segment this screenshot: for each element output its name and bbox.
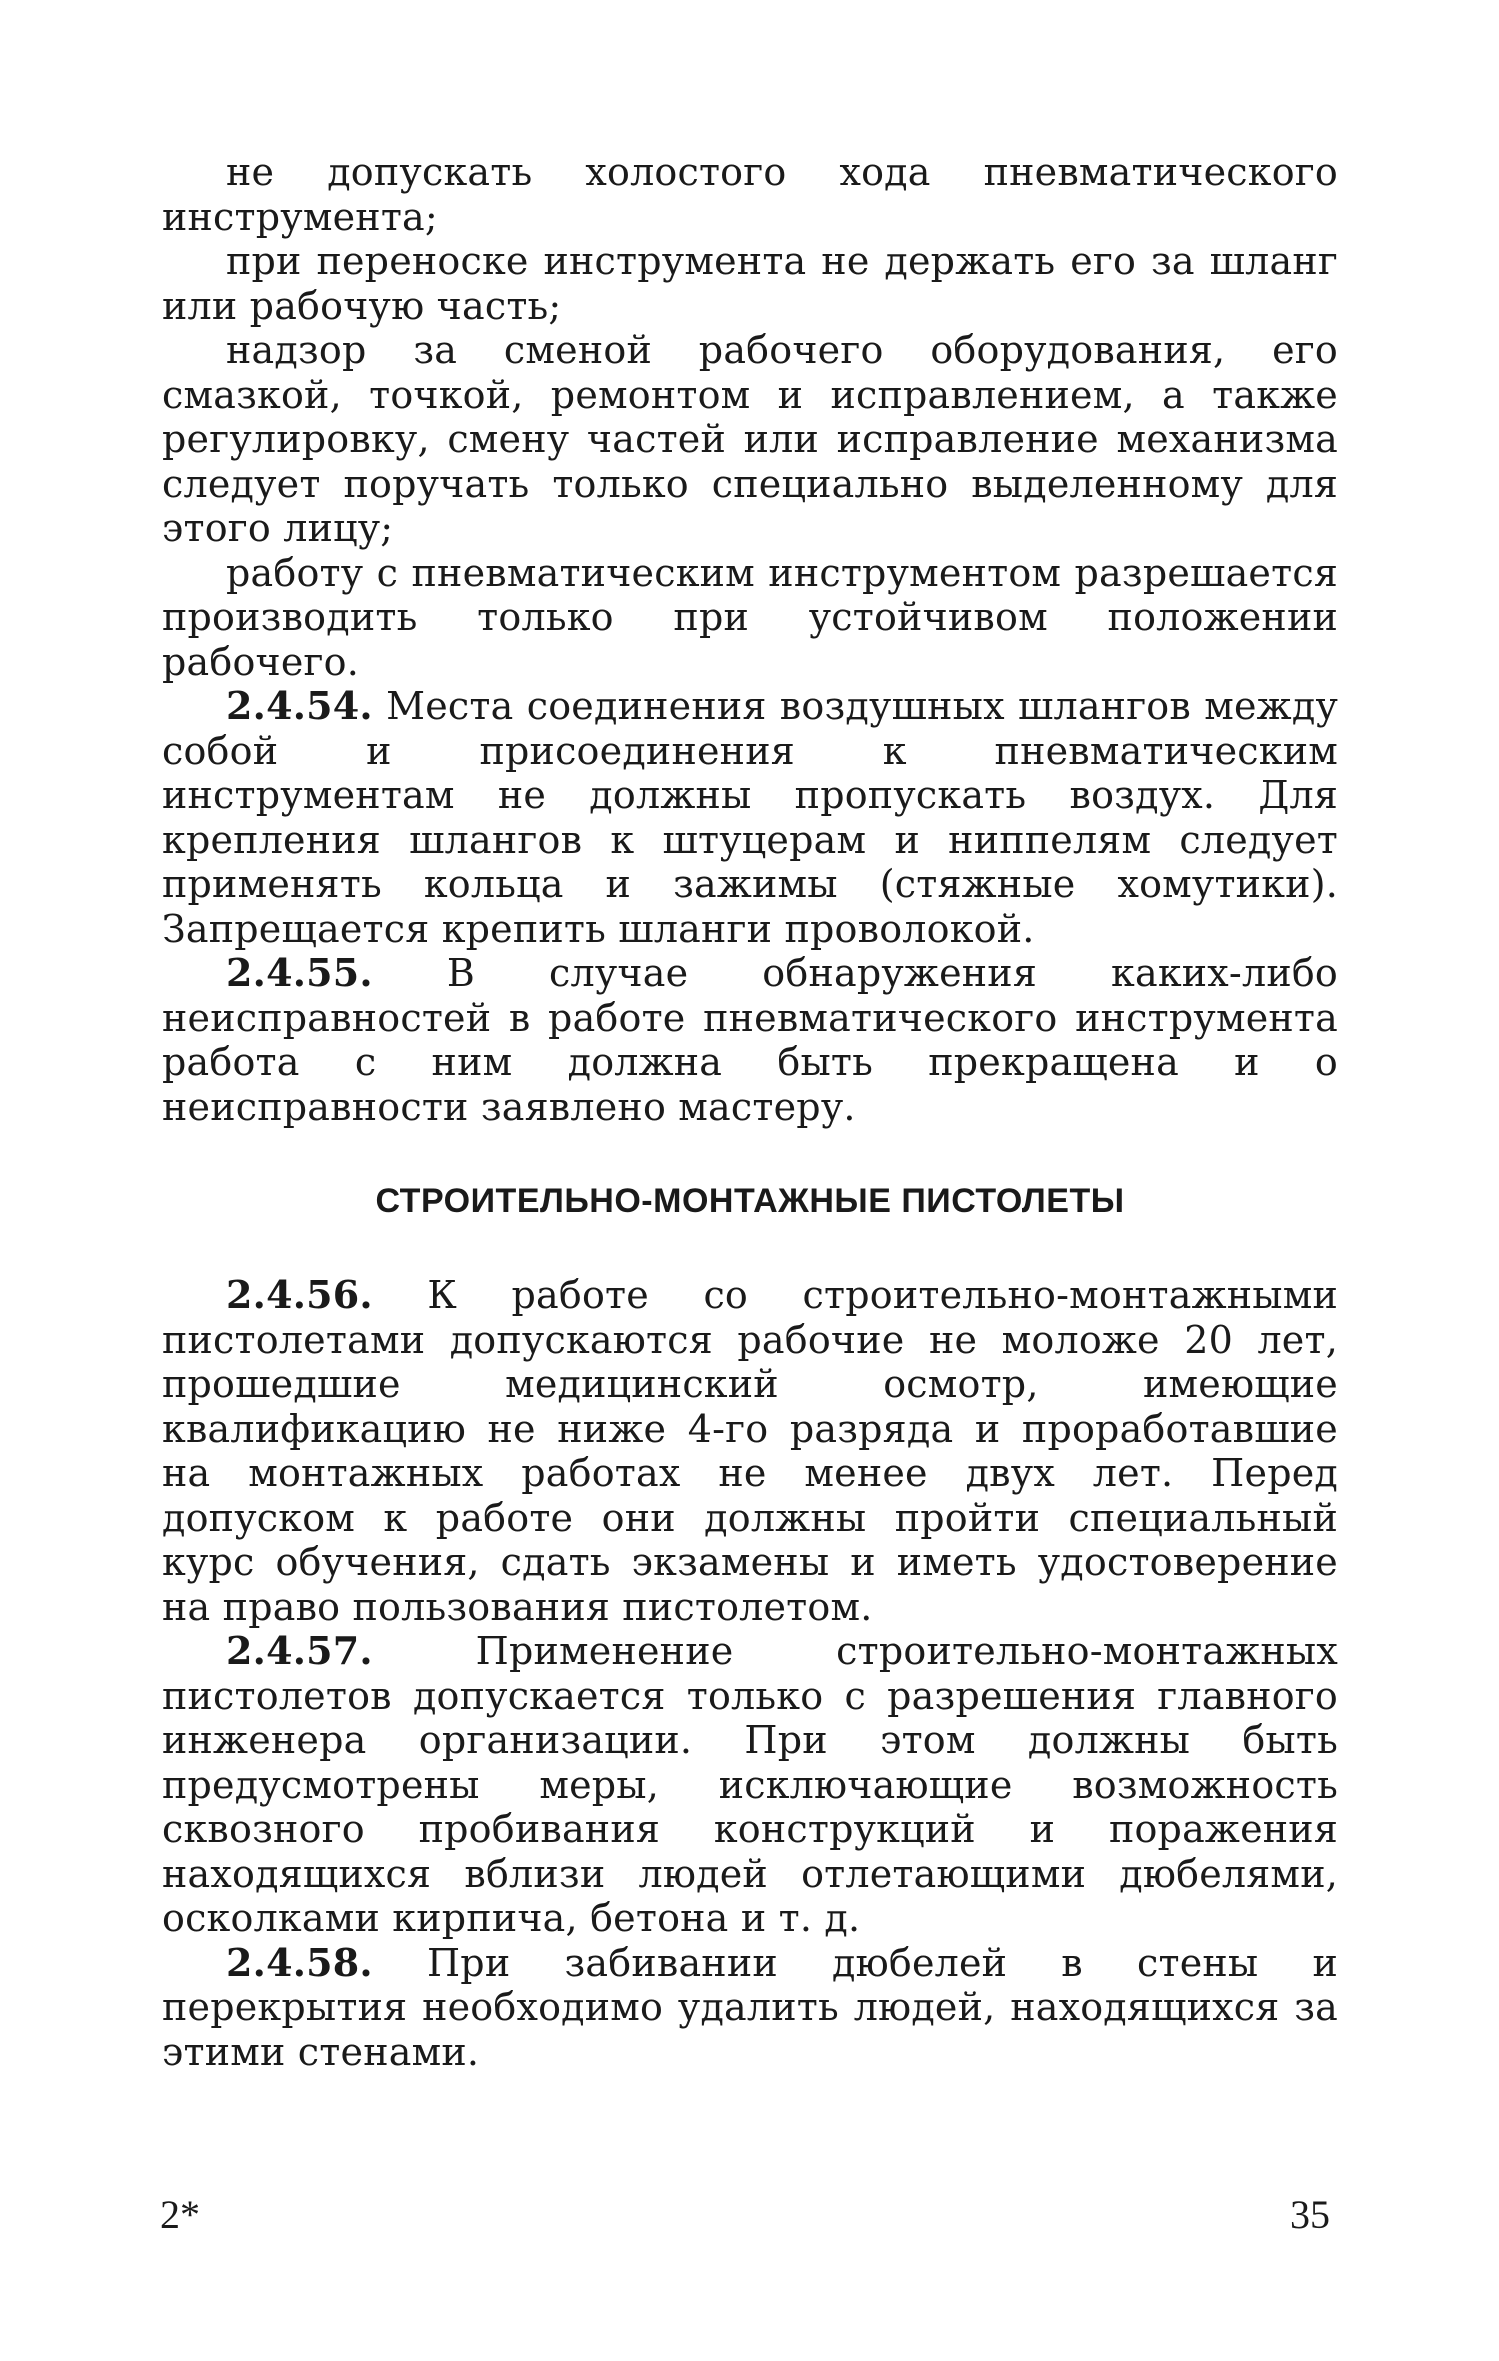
section-text: К работе со строительно-монтажными пистолетами допускаются рабочие не моложе 20 лет, прошедшие медицинский осмотр, имеющие квалификацию не ниже 4-го разряда и проработавшие на монтажных работах не менее двух лет. Перед допуском к работе они должны пройти специальный курс обучения, сдать экзамены и иметь удостоверение на право пользования пистолетом. [162,1273,1338,1629]
section-number: 2.4.54. [226,683,373,728]
paragraph-no-idle-run: не допускать холостого хода пневматического инструмента; [162,150,1338,239]
section-number: 2.4.56. [226,1272,373,1317]
section-2-4-58 [162,1941,1338,2075]
section-text: Применение строительно-монтажных пистолетов допускается только с разрешения главного инженера организации. При этом должны быть предусмотрены меры, исключающие возможность сквозного пробивания конструкций и поражения находящихся вблизи людей отлетающими дюбелями, осколками кирпича, бетона и т. д. [162,1629,1338,1940]
paragraph-carrying-tool: при переноске инструмента не держать его за шланг или рабочую часть; [162,239,1338,328]
section-heading: СТРОИТЕЛЬНО-МОНТАЖНЫЕ ПИСТОЛЕТЫ [375,1182,1125,1220]
section-text: Места соединения воздушных шлангов между собой и присоединения к пневматическим инструментам не должны пропускать воздух. Для крепления шлангов к штуцерам и ниппелям следует применять кольца и зажимы (стяжные хомутики). Запрещается крепить шланги проволокой. [162,684,1338,951]
section-2-4-56 [162,1273,1338,1629]
paragraph-stable-position: работу с пневматическим инструментом разрешается производить только при устойчивом положении рабочего. [162,550,1338,684]
section-text: В случае обнаружения каких-либо неисправностей в работе пневматического инструмента работа с ним должна быть прекращена и о неисправности заявлено мастеру. [162,951,1338,1129]
paragraph-maintenance-supervision: надзор за сменой рабочего оборудования, его смазкой, точкой, ремонтом и исправлением, а также регулировку, смену частей или исправление механизма следует поручать только специально выделенному для этого лицу; [162,328,1338,550]
page-number: 35 [1290,2192,1330,2237]
section-number: 2.4.57. [226,1628,373,1673]
section-text: При забивании дюбелей в стены и перекрытия необходимо удалить людей, находящихся за этими стенами. [162,1940,1338,2074]
section-2-4-57 [162,1629,1338,1941]
section-number: 2.4.55. [226,950,373,995]
page-body [162,150,1338,2074]
signature-mark: 2* [160,2192,200,2237]
section-2-4-55 [162,951,1338,1129]
section-number: 2.4.58. [226,1939,373,1985]
section-2-4-54 [162,684,1338,951]
